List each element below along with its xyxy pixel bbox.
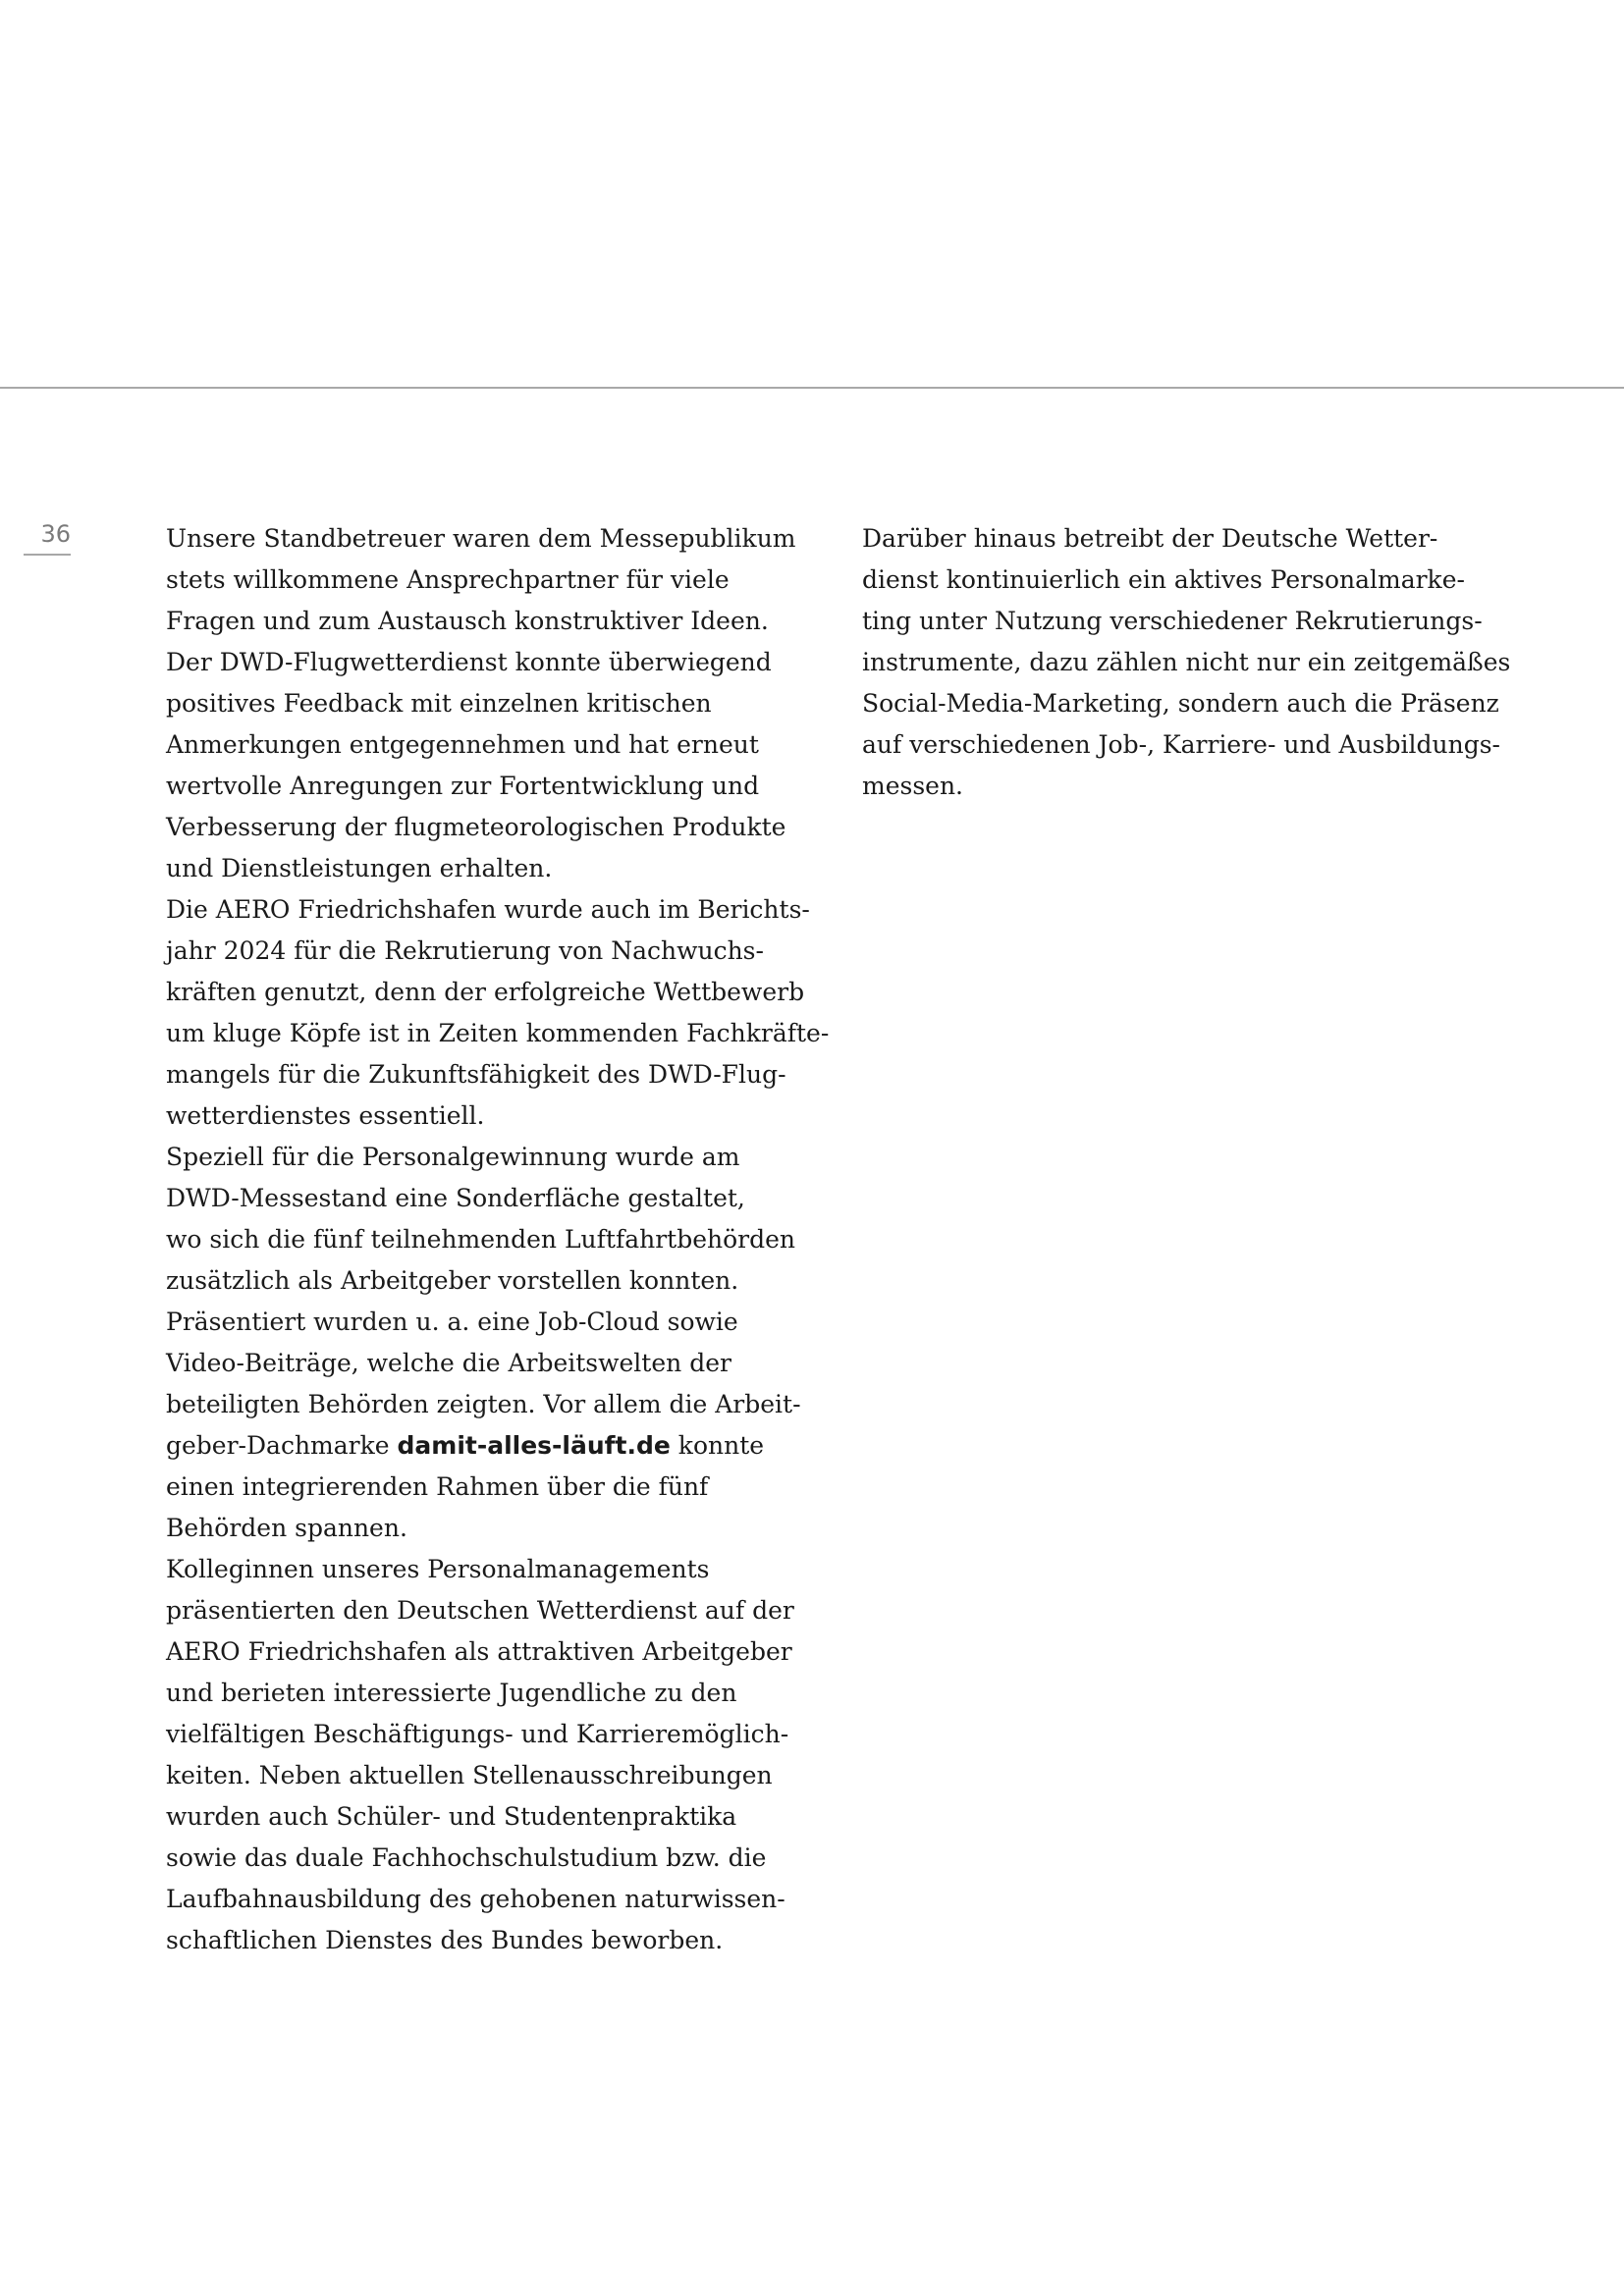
header-divider-line [0,387,1624,389]
brand-suffix-text: konnte [670,1431,765,1460]
text-line: mangels für die Zukunftsfähigkeit des DWD-Flug- [166,1060,786,1089]
text-line: und berieten interessierte Jugendliche zu den [166,1679,737,1707]
paragraph-aero-rekrutierung [139,889,830,1137]
right-text-column [836,518,1523,807]
text-line: DWD-Messestand eine Sonderfläche gestaltet, [166,1184,745,1212]
text-line: Kolleginnen unseres Personalmanagements [166,1555,710,1583]
text-line: einen integrierenden Rahmen über die fünf [166,1472,709,1501]
text-line: Anmerkungen entgegennehmen und hat erneut [166,730,759,759]
text-line: wo sich die fünf teilnehmenden Luftfahrtbehörden [166,1225,796,1254]
text-line: Darüber hinaus betreibt der Deutsche Wetter- [862,524,1438,553]
text-line: vielfältigen Beschäftigungs- und Karrieremöglich- [166,1720,789,1748]
paragraph-standbetreuer [139,518,827,889]
text-line: auf verschiedenen Job-, Karriere- und Ausbildungs- [862,730,1500,759]
text-line: wertvolle Anregungen zur Fortentwicklung und [166,772,760,800]
text-line: Video-Beiträge, welche die Arbeitswelten der [166,1349,731,1377]
text-line: Unsere Standbetreuer waren dem Messepublikum [166,524,796,553]
text-line: Verbesserung der flugmeteorologischen Produkte [166,813,786,841]
left-text-column [139,518,830,1961]
text-line: und Dienstleistungen erhalten. [166,854,553,882]
text-line: jahr 2024 für die Rekrutierung von Nachwuchs- [166,936,764,965]
text-line: Social-Media-Marketing, sondern auch die Präsenz [862,689,1499,718]
text-line: Der DWD-Flugwetterdienst konnte überwiegend [166,648,772,676]
text-line: dienst kontinuierlich ein aktives Personalmarke- [862,565,1465,594]
text-line: keiten. Neben aktuellen Stellenausschreibungen [166,1761,773,1789]
text-line: Speziell für die Personalgewinnung wurde am [166,1143,740,1171]
text-line: schaftlichen Dienstes des Bundes beworben. [166,1926,724,1954]
text-line: zusätzlich als Arbeitgeber vorstellen konnten. [166,1266,739,1295]
text-line: Fragen und zum Austausch konstruktiver Ideen. [166,607,769,635]
text-line: positives Feedback mit einzelnen kritischen [166,689,712,718]
text-line: AERO Friedrichshafen als attraktiven Arbeitgeber [166,1637,792,1666]
text-line: messen. [862,772,964,800]
text-line: sowie das duale Fachhochschulstudium bzw. die [166,1843,767,1872]
text-line: ting unter Nutzung verschiedener Rekrutierungs- [862,607,1483,635]
text-line: Behörden spannen. [166,1514,407,1542]
text-line: Präsentiert wurden u. a. eine Job-Cloud sowie [166,1308,738,1336]
text-line: beteiligten Behörden zeigten. Vor allem die Arbeit- [166,1390,801,1418]
paragraph-personalmarketing [836,518,1523,807]
text-line: präsentierten den Deutschen Wetterdienst auf der [166,1596,794,1625]
brand-prefix-text: geber-Dachmarke [166,1431,398,1460]
paragraph-personalmanagement [139,1549,827,1961]
text-line: um kluge Köpfe ist in Zeiten kommenden Fachkräfte- [166,1019,830,1047]
paragraph-personalgewinnung [139,1137,827,1549]
employer-brand-link[interactable]: damit-alles-läuft.de [397,1431,671,1460]
text-line: Die AERO Friedrichshafen wurde auch im Berichts- [166,895,810,924]
page-number: 36 [24,520,71,556]
text-line: kräften genutzt, denn der erfolgreiche Wettbewerb [166,978,805,1006]
text-line: wurden auch Schüler- und Studentenpraktika [166,1802,737,1831]
text-line: instrumente, dazu zählen nicht nur ein zeitgemäßes [862,648,1511,676]
text-line: wetterdienstes essentiell. [166,1101,485,1130]
text-line: stets willkommene Ansprechpartner für viele [166,565,730,594]
text-line: Laufbahnausbildung des gehobenen naturwissen- [166,1885,785,1913]
text-line-with-brand [139,1425,827,1467]
